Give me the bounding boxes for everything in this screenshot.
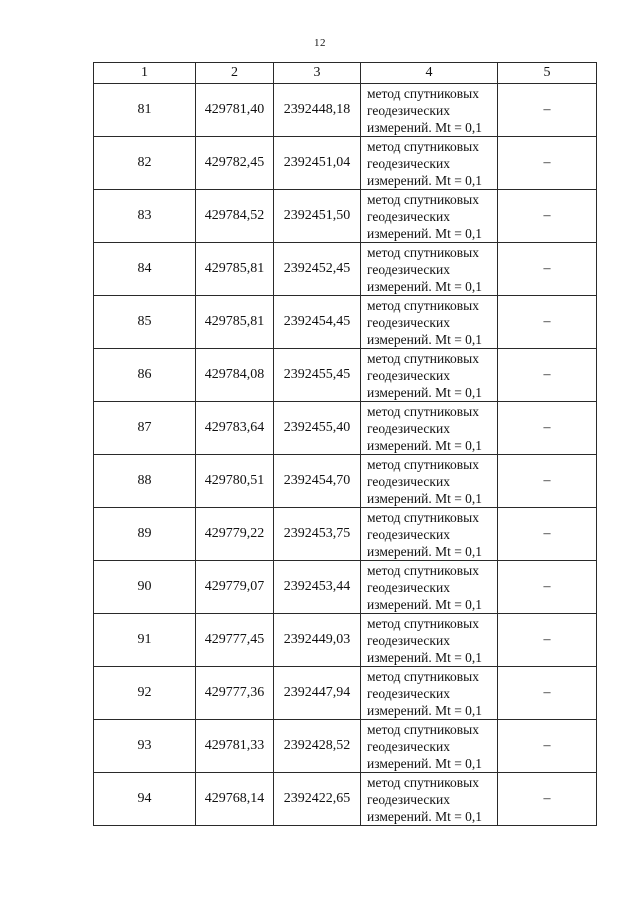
coordinates-table bbox=[93, 62, 597, 826]
point-number: 93 bbox=[94, 720, 196, 773]
method-line-3: измерений. Mt = 0,1 bbox=[367, 331, 483, 347]
method-line-2: геодезических bbox=[367, 473, 450, 489]
method-line-1: метод спутниковых bbox=[367, 721, 479, 737]
note-cell: – bbox=[498, 614, 597, 667]
note-cell: – bbox=[498, 190, 597, 243]
coord-x: 429779,07 bbox=[196, 561, 274, 614]
method-cell bbox=[361, 720, 498, 773]
method-line-2: геодезических bbox=[367, 208, 450, 224]
method-line-1: метод спутниковых bbox=[367, 615, 479, 631]
table-row bbox=[94, 349, 597, 402]
coord-y: 2392449,03 bbox=[274, 614, 361, 667]
method-line-3: измерений. Mt = 0,1 bbox=[367, 755, 483, 771]
column-header-1: 1 bbox=[94, 63, 196, 84]
point-number: 85 bbox=[94, 296, 196, 349]
method-line-2: геодезических bbox=[367, 632, 450, 648]
coord-x: 429784,52 bbox=[196, 190, 274, 243]
coord-y: 2392448,18 bbox=[274, 84, 361, 137]
column-header-2: 2 bbox=[196, 63, 274, 84]
method-line-1: метод спутниковых bbox=[367, 456, 479, 472]
table-row bbox=[94, 614, 597, 667]
coord-x: 429779,22 bbox=[196, 508, 274, 561]
table-row bbox=[94, 455, 597, 508]
method-cell bbox=[361, 614, 498, 667]
method-line-2: геодезических bbox=[367, 155, 450, 171]
method-cell bbox=[361, 137, 498, 190]
method-line-2: геодезических bbox=[367, 738, 450, 754]
method-line-3: измерений. Mt = 0,1 bbox=[367, 543, 483, 559]
coord-x: 429780,51 bbox=[196, 455, 274, 508]
method-line-3: измерений. Mt = 0,1 bbox=[367, 596, 483, 612]
table-row bbox=[94, 561, 597, 614]
method-line-2: геодезических bbox=[367, 579, 450, 595]
table-row bbox=[94, 190, 597, 243]
method-line-2: геодезических bbox=[367, 367, 450, 383]
coord-x: 429783,64 bbox=[196, 402, 274, 455]
coord-x: 429781,40 bbox=[196, 84, 274, 137]
note-cell: – bbox=[498, 667, 597, 720]
coord-y: 2392454,70 bbox=[274, 455, 361, 508]
method-cell bbox=[361, 296, 498, 349]
coord-x: 429785,81 bbox=[196, 296, 274, 349]
point-number: 86 bbox=[94, 349, 196, 402]
point-number: 89 bbox=[94, 508, 196, 561]
coord-y: 2392428,52 bbox=[274, 720, 361, 773]
table-row bbox=[94, 137, 597, 190]
point-number: 84 bbox=[94, 243, 196, 296]
table-row bbox=[94, 296, 597, 349]
coord-y: 2392452,45 bbox=[274, 243, 361, 296]
method-cell bbox=[361, 667, 498, 720]
note-cell: – bbox=[498, 349, 597, 402]
coord-x: 429777,36 bbox=[196, 667, 274, 720]
method-cell bbox=[361, 455, 498, 508]
table-header-row bbox=[94, 63, 597, 84]
method-cell bbox=[361, 190, 498, 243]
method-line-1: метод спутниковых bbox=[367, 191, 479, 207]
method-line-1: метод спутниковых bbox=[367, 562, 479, 578]
method-line-1: метод спутниковых bbox=[367, 244, 479, 260]
method-line-3: измерений. Mt = 0,1 bbox=[367, 808, 483, 824]
table-body bbox=[94, 84, 597, 826]
method-cell bbox=[361, 402, 498, 455]
note-cell: – bbox=[498, 296, 597, 349]
note-cell: – bbox=[498, 455, 597, 508]
method-cell bbox=[361, 508, 498, 561]
table-row bbox=[94, 402, 597, 455]
column-header-3: 3 bbox=[274, 63, 361, 84]
point-number: 92 bbox=[94, 667, 196, 720]
table-row bbox=[94, 720, 597, 773]
method-line-3: измерений. Mt = 0,1 bbox=[367, 119, 483, 135]
method-line-3: измерений. Mt = 0,1 bbox=[367, 172, 483, 188]
note-cell: – bbox=[498, 561, 597, 614]
method-line-2: геодезических bbox=[367, 261, 450, 277]
table-row bbox=[94, 667, 597, 720]
coord-y: 2392454,45 bbox=[274, 296, 361, 349]
method-line-3: измерений. Mt = 0,1 bbox=[367, 278, 483, 294]
note-cell: – bbox=[498, 402, 597, 455]
method-cell bbox=[361, 561, 498, 614]
table-row bbox=[94, 508, 597, 561]
table-row bbox=[94, 773, 597, 826]
column-header-5: 5 bbox=[498, 63, 597, 84]
method-line-2: геодезических bbox=[367, 420, 450, 436]
point-number: 81 bbox=[94, 84, 196, 137]
method-line-1: метод спутниковых bbox=[367, 403, 479, 419]
table-row bbox=[94, 243, 597, 296]
method-line-2: геодезических bbox=[367, 791, 450, 807]
note-cell: – bbox=[498, 720, 597, 773]
note-cell: – bbox=[498, 137, 597, 190]
coord-y: 2392451,50 bbox=[274, 190, 361, 243]
method-line-1: метод спутниковых bbox=[367, 668, 479, 684]
method-line-1: метод спутниковых bbox=[367, 297, 479, 313]
column-header-4: 4 bbox=[361, 63, 498, 84]
method-cell bbox=[361, 243, 498, 296]
point-number: 90 bbox=[94, 561, 196, 614]
coord-y: 2392453,44 bbox=[274, 561, 361, 614]
point-number: 82 bbox=[94, 137, 196, 190]
note-cell: – bbox=[498, 243, 597, 296]
coord-x: 429768,14 bbox=[196, 773, 274, 826]
coord-y: 2392422,65 bbox=[274, 773, 361, 826]
point-number: 94 bbox=[94, 773, 196, 826]
method-line-2: геодезических bbox=[367, 102, 450, 118]
method-cell bbox=[361, 773, 498, 826]
coord-x: 429782,45 bbox=[196, 137, 274, 190]
method-line-1: метод спутниковых bbox=[367, 774, 479, 790]
coord-y: 2392451,04 bbox=[274, 137, 361, 190]
method-line-1: метод спутниковых bbox=[367, 350, 479, 366]
method-line-1: метод спутниковых bbox=[367, 138, 479, 154]
point-number: 87 bbox=[94, 402, 196, 455]
coord-y: 2392447,94 bbox=[274, 667, 361, 720]
table-row bbox=[94, 84, 597, 137]
coord-x: 429781,33 bbox=[196, 720, 274, 773]
point-number: 83 bbox=[94, 190, 196, 243]
point-number: 91 bbox=[94, 614, 196, 667]
coord-x: 429785,81 bbox=[196, 243, 274, 296]
note-cell: – bbox=[498, 84, 597, 137]
method-line-2: геодезических bbox=[367, 526, 450, 542]
method-cell bbox=[361, 84, 498, 137]
point-number: 88 bbox=[94, 455, 196, 508]
note-cell: – bbox=[498, 773, 597, 826]
method-line-3: измерений. Mt = 0,1 bbox=[367, 649, 483, 665]
coord-y: 2392453,75 bbox=[274, 508, 361, 561]
coord-y: 2392455,45 bbox=[274, 349, 361, 402]
method-line-3: измерений. Mt = 0,1 bbox=[367, 437, 483, 453]
coord-x: 429784,08 bbox=[196, 349, 274, 402]
method-cell bbox=[361, 349, 498, 402]
coord-x: 429777,45 bbox=[196, 614, 274, 667]
method-line-2: геодезических bbox=[367, 314, 450, 330]
note-cell: – bbox=[498, 508, 597, 561]
page-number: 12 bbox=[314, 37, 326, 49]
method-line-3: измерений. Mt = 0,1 bbox=[367, 702, 483, 718]
method-line-3: измерений. Mt = 0,1 bbox=[367, 225, 483, 241]
coord-y: 2392455,40 bbox=[274, 402, 361, 455]
method-line-2: геодезических bbox=[367, 685, 450, 701]
method-line-3: измерений. Mt = 0,1 bbox=[367, 384, 483, 400]
method-line-1: метод спутниковых bbox=[367, 85, 479, 101]
method-line-3: измерений. Mt = 0,1 bbox=[367, 490, 483, 506]
method-line-1: метод спутниковых bbox=[367, 509, 479, 525]
